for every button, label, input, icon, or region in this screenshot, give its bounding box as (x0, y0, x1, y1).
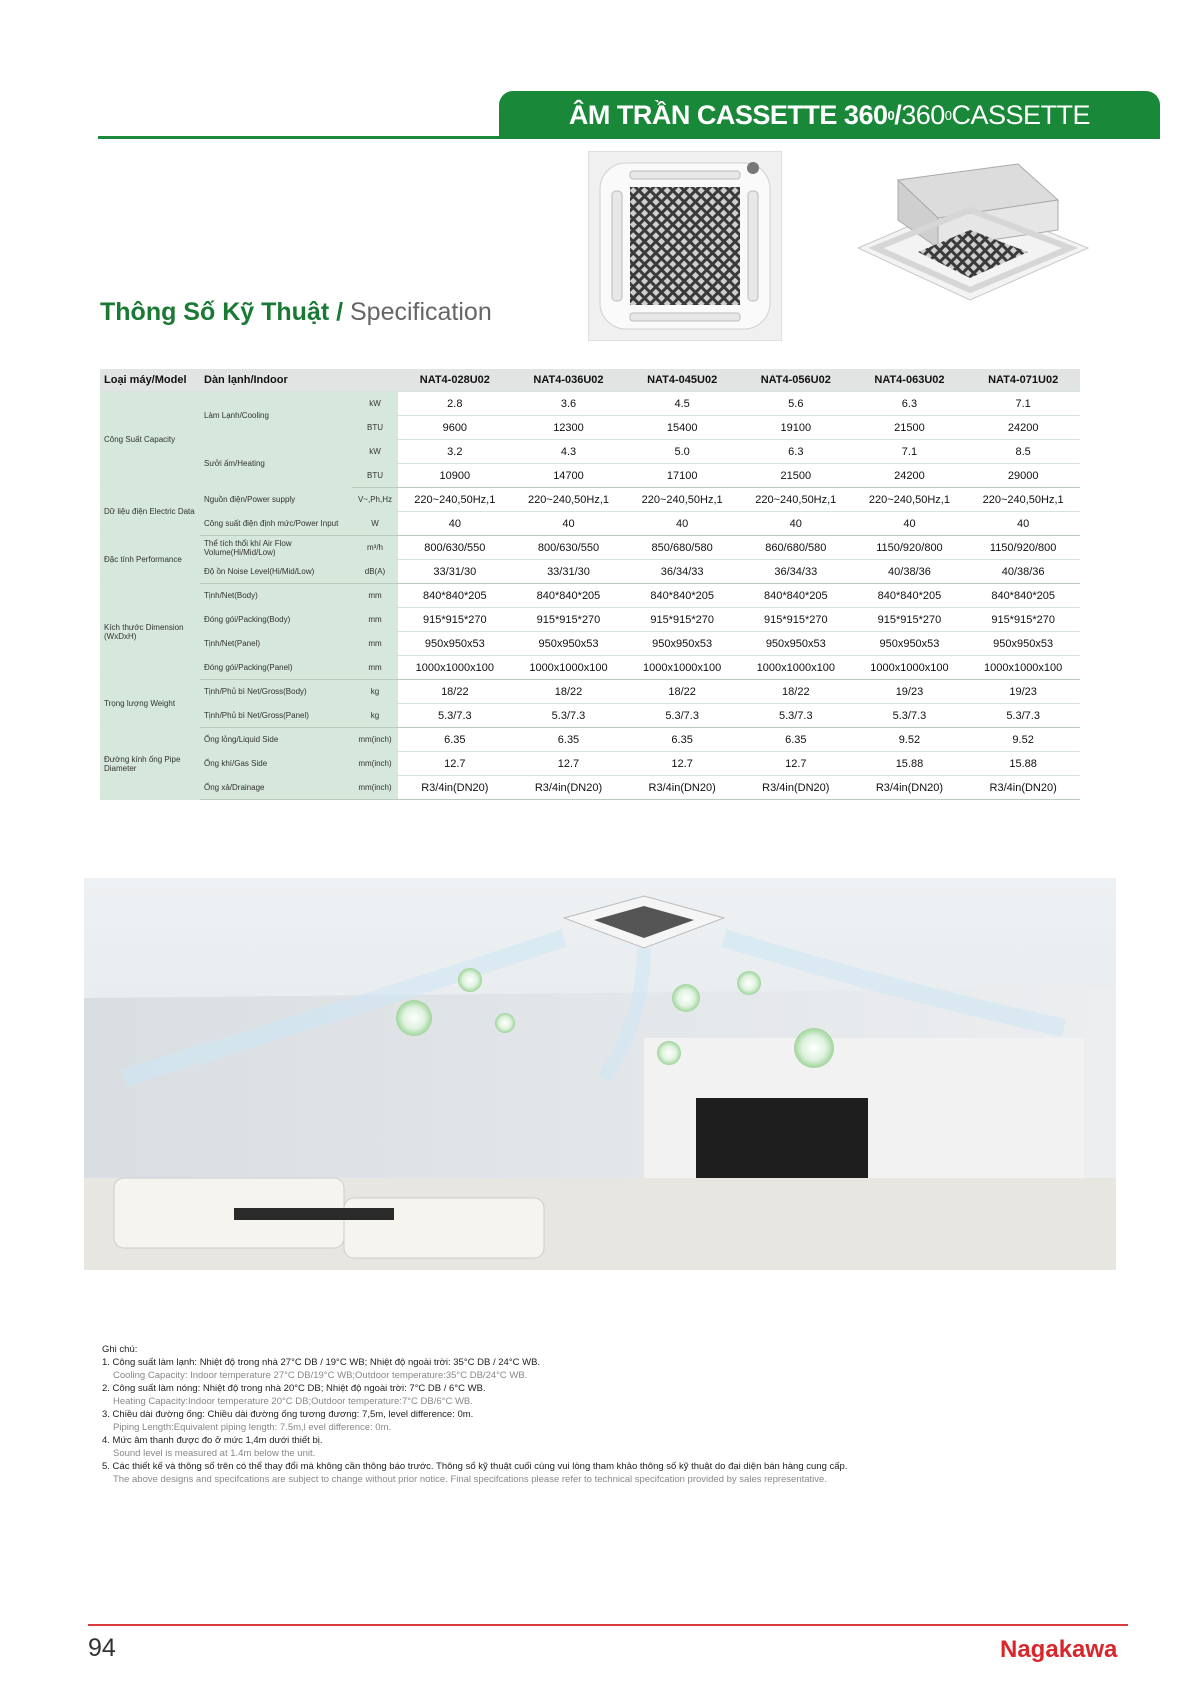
row-unit: kW (352, 392, 398, 416)
row-unit: kW (352, 440, 398, 464)
group-capacity: Công Suất Capacity (100, 392, 200, 488)
cell: 950x950x53 (739, 632, 853, 656)
cell: 5.3/7.3 (966, 704, 1080, 728)
group-performance: Đặc tính Performance (100, 536, 200, 584)
spec-title-en: Specification (349, 298, 492, 326)
table-row (100, 704, 1080, 728)
row-unit: m³/h (352, 536, 398, 560)
row-label: Sưởi ấm/Heating (200, 440, 352, 488)
table-row (100, 680, 1080, 704)
row-unit: mm (352, 656, 398, 680)
cell: R3/4in(DN20) (966, 776, 1080, 800)
cell: 6.35 (739, 728, 853, 752)
note-en: Cooling Capacity: Indoor temperature 27°C DB/19°C WB;Outdoor temperature:35°C DB/24°C WB. (113, 1370, 528, 1381)
cell: 40 (966, 512, 1080, 536)
cell: 40 (739, 512, 853, 536)
cassette-angled-image (838, 160, 1100, 330)
cell: R3/4in(DN20) (398, 776, 512, 800)
cell: 950x950x53 (398, 632, 512, 656)
cell: 12.7 (398, 752, 512, 776)
cell: 915*915*270 (853, 608, 967, 632)
row-label: Thể tích thổi khí Air Flow Volume(Hi/Mid/Low) (200, 536, 352, 560)
note-en: Sound level is measured at 1.4m below the unit. (113, 1448, 316, 1459)
cell: 18/22 (625, 680, 739, 704)
table-row (100, 584, 1080, 608)
header-title-en: 360 (901, 99, 945, 130)
header-model-col: NAT4-063U02 (853, 369, 967, 392)
cell: 915*915*270 (398, 608, 512, 632)
note-en: Piping Length:Equivalent piping length: 7.5m,l evel difference: 0m. (113, 1422, 392, 1433)
cell: 220~240,50Hz,1 (398, 488, 512, 512)
group-electric: Dữ liệu điện Electric Data (100, 488, 200, 536)
cell: 5.6 (739, 392, 853, 416)
table-row (100, 560, 1080, 584)
cell: 19/23 (966, 680, 1080, 704)
cell: 950x950x53 (625, 632, 739, 656)
cell: 21500 (853, 416, 967, 440)
cell: 6.35 (398, 728, 512, 752)
notes-title: Ghi chú: (102, 1344, 138, 1355)
cell: 24200 (853, 464, 967, 488)
cell: R3/4in(DN20) (625, 776, 739, 800)
header-model-col: NAT4-028U02 (398, 369, 512, 392)
cell: R3/4in(DN20) (512, 776, 626, 800)
row-unit: mm (352, 632, 398, 656)
note-vi: 5. Các thiết kế và thông số trên có thể thay đổi mà không cần thông báo trước. Thông số kỹ thuật cuối cùng vui lòng tham khảo thông số kỹ thuật do đại diện bán hàng cung cấp. (102, 1461, 848, 1472)
cell: 3.6 (512, 392, 626, 416)
cell: 950x950x53 (966, 632, 1080, 656)
cell: 36/34/33 (625, 560, 739, 584)
cell: 915*915*270 (512, 608, 626, 632)
cell: 915*915*270 (966, 608, 1080, 632)
cell: 33/31/30 (398, 560, 512, 584)
table-row (100, 608, 1080, 632)
cell: 12.7 (512, 752, 626, 776)
cell: 15.88 (853, 752, 967, 776)
cell: 1000x1000x100 (625, 656, 739, 680)
table-row (100, 488, 1080, 512)
cell: 19100 (739, 416, 853, 440)
header-indoor: Dàn lạnh/Indoor (200, 369, 352, 392)
cell: 840*840*205 (512, 584, 626, 608)
cell: 12.7 (739, 752, 853, 776)
cell: 800/630/550 (398, 536, 512, 560)
cell: 1000x1000x100 (398, 656, 512, 680)
header-sup-2: 0 (944, 107, 952, 123)
cell: 24200 (966, 416, 1080, 440)
cell: 36/34/33 (739, 560, 853, 584)
header-model: Loại máy/Model (100, 369, 200, 392)
header-model-col: NAT4-036U02 (512, 369, 626, 392)
cell: 840*840*205 (625, 584, 739, 608)
cell: 860/680/580 (739, 536, 853, 560)
cell: 220~240,50Hz,1 (966, 488, 1080, 512)
cell: 6.35 (625, 728, 739, 752)
table-row (100, 632, 1080, 656)
cell: 33/31/30 (512, 560, 626, 584)
cell: 1000x1000x100 (966, 656, 1080, 680)
row-unit: BTU (352, 464, 398, 488)
cell: 29000 (966, 464, 1080, 488)
note-vi: 2. Công suất làm nóng: Nhiệt độ trong nhà 20°C DB; Nhiệt độ ngoài trời: 7°C DB / 6°C WB. (102, 1383, 486, 1394)
cell: 7.1 (853, 440, 967, 464)
header-unit (352, 369, 398, 392)
row-unit: V~,Ph,Hz (352, 488, 398, 512)
cell: 950x950x53 (512, 632, 626, 656)
cell: 40 (398, 512, 512, 536)
row-label: Tịnh/Phủ bì Net/Gross(Body) (200, 680, 352, 704)
cell: R3/4in(DN20) (853, 776, 967, 800)
cell: 2.8 (398, 392, 512, 416)
table-row (100, 440, 1080, 464)
room-illustration (84, 878, 1116, 1270)
table-row (100, 776, 1080, 800)
row-unit: kg (352, 704, 398, 728)
cell: 40/38/36 (853, 560, 967, 584)
cell: 5.3/7.3 (625, 704, 739, 728)
cell: 15.88 (966, 752, 1080, 776)
cell: 840*840*205 (398, 584, 512, 608)
header-model-col: NAT4-056U02 (739, 369, 853, 392)
table-row (100, 728, 1080, 752)
cell: 5.3/7.3 (739, 704, 853, 728)
page-header-tab (499, 91, 1160, 139)
footer-rule (88, 1624, 1128, 1626)
cell: 1150/920/800 (966, 536, 1080, 560)
cell: 8.5 (966, 440, 1080, 464)
row-unit: mm (352, 584, 398, 608)
cell: 5.3/7.3 (512, 704, 626, 728)
cell: 18/22 (398, 680, 512, 704)
cell: 17100 (625, 464, 739, 488)
note-vi: 1. Công suất làm lạnh: Nhiệt độ trong nhà 27°C DB / 19°C WB; Nhiệt độ ngoài trời: 35°C DB / 24°C WB. (102, 1357, 541, 1368)
row-label: Tịnh/Phủ bì Net/Gross(Panel) (200, 704, 352, 728)
cell: 18/22 (512, 680, 626, 704)
cell: 6.3 (739, 440, 853, 464)
group-pipe: Đường kính ống Pipe Diameter (100, 728, 200, 800)
row-unit: mm(inch) (352, 752, 398, 776)
spec-title (100, 298, 492, 327)
row-label: Công suất điện định mức/Power Input (200, 512, 352, 536)
row-unit: W (352, 512, 398, 536)
cell: 12.7 (625, 752, 739, 776)
cell: 19/23 (853, 680, 967, 704)
row-unit: BTU (352, 416, 398, 440)
cell: 840*840*205 (966, 584, 1080, 608)
header-sup-1: 0 (887, 107, 895, 123)
table-row (100, 536, 1080, 560)
header-slash: / (894, 99, 902, 130)
cell: 21500 (739, 464, 853, 488)
cell: R3/4in(DN20) (739, 776, 853, 800)
cell: 220~240,50Hz,1 (512, 488, 626, 512)
row-label: Làm Lạnh/Cooling (200, 392, 352, 440)
cell: 9600 (398, 416, 512, 440)
cell: 14700 (512, 464, 626, 488)
cell: 15400 (625, 416, 739, 440)
cell: 915*915*270 (739, 608, 853, 632)
cell: 850/680/580 (625, 536, 739, 560)
cell: 9.52 (853, 728, 967, 752)
row-label: Tịnh/Net(Panel) (200, 632, 352, 656)
header-model-col: NAT4-071U02 (966, 369, 1080, 392)
cell: 840*840*205 (739, 584, 853, 608)
cell: 40 (853, 512, 967, 536)
cell: 5.3/7.3 (853, 704, 967, 728)
row-label: Độ ồn Noise Level(Hi/Mid/Low) (200, 560, 352, 584)
header-model-col: NAT4-045U02 (625, 369, 739, 392)
cell: 4.5 (625, 392, 739, 416)
note-en: Heating Capacity:Indoor temperature 20°C DB;Outdoor temperature:7°C DB/6°C WB. (113, 1396, 473, 1407)
page-number: 94 (88, 1634, 116, 1662)
cell: 3.2 (398, 440, 512, 464)
cell: 10900 (398, 464, 512, 488)
cell: 800/630/550 (512, 536, 626, 560)
cell: 4.3 (512, 440, 626, 464)
table-row (100, 752, 1080, 776)
row-label: Nguồn điện/Power supply (200, 488, 352, 512)
table-row (100, 392, 1080, 416)
note-en: The above designs and specifcations are subject to change without prior notice. Final specifcations please refer to technical specifcation provided by sales representative. (113, 1474, 827, 1485)
cell: 1000x1000x100 (512, 656, 626, 680)
spec-table (100, 369, 1080, 800)
cell: 6.35 (512, 728, 626, 752)
spec-title-vi: Thông Số Kỹ Thuật / (100, 298, 350, 326)
cell: 1000x1000x100 (739, 656, 853, 680)
row-unit: dB(A) (352, 560, 398, 584)
cell: 950x950x53 (853, 632, 967, 656)
cassette-front-image (588, 151, 782, 341)
header-title-en-2: CASSETTE (951, 99, 1091, 130)
cell: 40 (625, 512, 739, 536)
row-unit: mm(inch) (352, 776, 398, 800)
row-label: Ống lỏng/Liquid Side (200, 728, 352, 752)
cell: 6.3 (853, 392, 967, 416)
cell: 220~240,50Hz,1 (739, 488, 853, 512)
cell: 7.1 (966, 392, 1080, 416)
cell: 5.0 (625, 440, 739, 464)
cell: 915*915*270 (625, 608, 739, 632)
row-unit: mm(inch) (352, 728, 398, 752)
note-vi: 4. Mức âm thanh được đo ở mức 1,4m dưới thiết bị. (102, 1435, 323, 1446)
cell: 9.52 (966, 728, 1080, 752)
table-header-row (100, 369, 1080, 392)
table-row (100, 512, 1080, 536)
row-label: Ống xả/Drainage (200, 776, 352, 800)
header-title-vi: ÂM TRẦN CASSETTE 360 (568, 99, 888, 130)
brand-logo: Nagakawa (1000, 1636, 1118, 1663)
note-vi: 3. Chiều dài đường ống: Chiều dài đường ống tương đương: 7,5m, level difference: 0m. (102, 1409, 474, 1420)
table-row (100, 656, 1080, 680)
cell: 1150/920/800 (853, 536, 967, 560)
cell: 40/38/36 (966, 560, 1080, 584)
cell: 5.3/7.3 (398, 704, 512, 728)
row-label: Tịnh/Net(Body) (200, 584, 352, 608)
cell: 220~240,50Hz,1 (853, 488, 967, 512)
row-unit: mm (352, 608, 398, 632)
row-label: Đóng gói/Packing(Panel) (200, 656, 352, 680)
cell: 40 (512, 512, 626, 536)
cell: 12300 (512, 416, 626, 440)
notes-section (102, 1343, 847, 1486)
row-unit: kg (352, 680, 398, 704)
row-label: Đóng gói/Packing(Body) (200, 608, 352, 632)
cell: 18/22 (739, 680, 853, 704)
group-dimension: Kích thước Dimension (WxDxH) (100, 584, 200, 680)
group-weight: Trọng lượng Weight (100, 680, 200, 728)
cell: 220~240,50Hz,1 (625, 488, 739, 512)
cell: 1000x1000x100 (853, 656, 967, 680)
row-label: Ống khí/Gas Side (200, 752, 352, 776)
cell: 840*840*205 (853, 584, 967, 608)
